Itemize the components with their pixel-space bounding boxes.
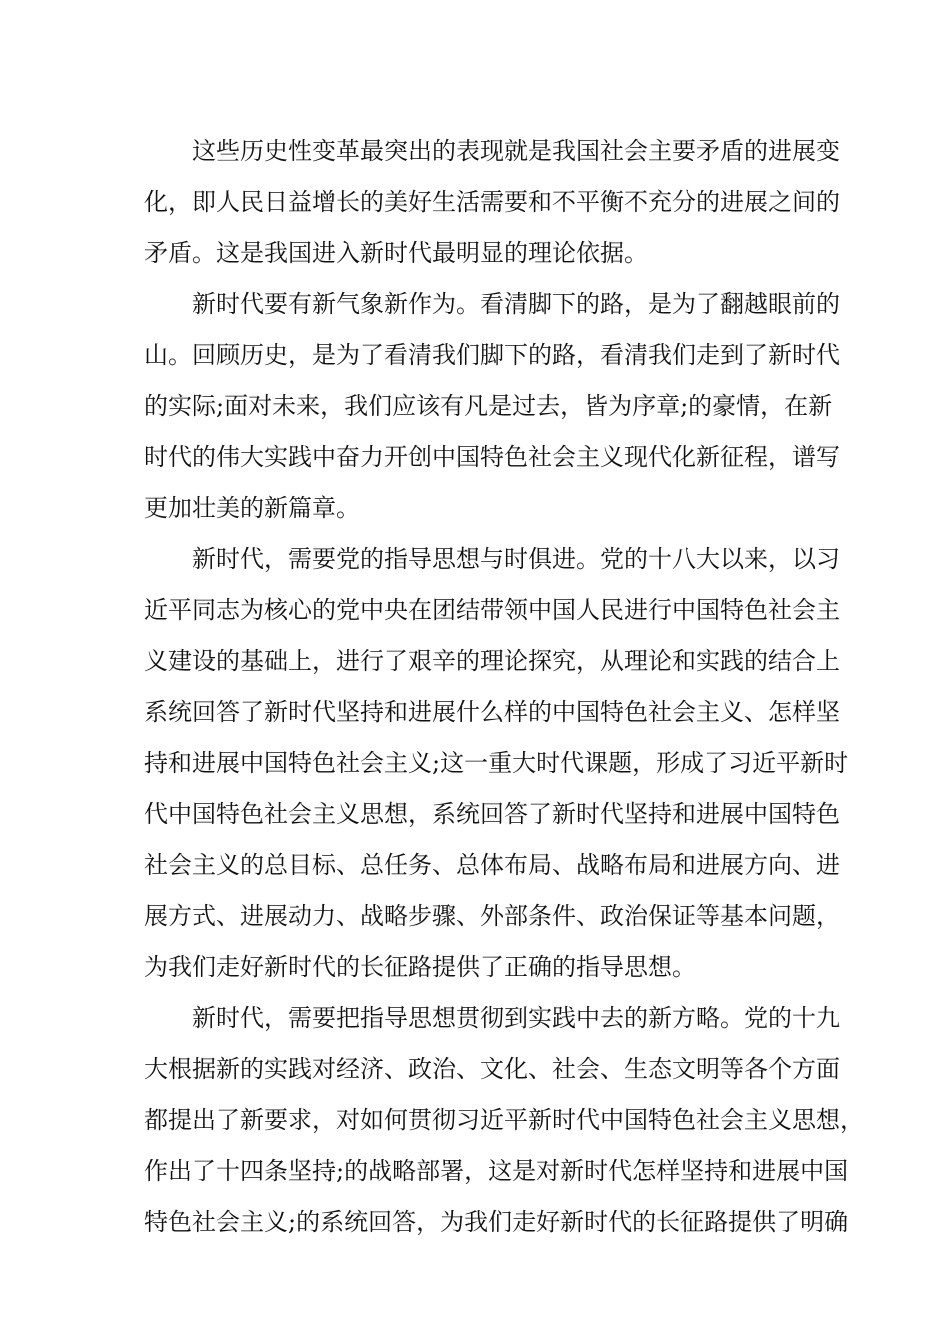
paragraph-line: 为我们走好新时代的长征路提供了正确的指导思想。 (144, 953, 696, 981)
paragraph-line: 新时代，需要把指导思想贯彻到实践中去的新方略。党的十九 (192, 1004, 840, 1032)
paragraph-2 (144, 279, 840, 534)
paragraph-line: 的实际;面对未来，我们应该有凡是过去，皆为序章;的豪情，在新 (144, 392, 833, 420)
paragraph-line: 近平同志为核心的党中央在团结带领中国人民进行中国特色社会主 (144, 596, 840, 624)
paragraph-line: 展方式、进展动力、战略步骤、外部条件、政治保证等基本问题， (144, 902, 840, 930)
paragraph-line: 大根据新的实践对经济、政治、文化、社会、生态文明等各个方面 (144, 1055, 840, 1083)
paragraph-line: 新时代，需要党的指导思想与时俱进。党的十八大以来，以习 (192, 545, 840, 573)
paragraph-line: 义建设的基础上，进行了艰辛的理论探究，从理论和实践的结合上 (144, 647, 840, 675)
paragraph-line: 新时代要有新气象新作为。看清脚下的路，是为了翻越眼前的 (192, 290, 840, 318)
paragraph-line: 化，即人民日益增长的美好生活需要和不平衡不充分的进展之间的 (144, 188, 840, 216)
paragraph-line: 作出了十四条坚持;的战略部署，这是对新时代怎样坚持和进展中国 (144, 1157, 849, 1185)
paragraph-line: 更加壮美的新篇章。 (144, 494, 360, 522)
paragraph-line: 社会主义的总目标、总任务、总体布局、战略布局和进展方向、进 (144, 851, 840, 879)
document-body (144, 126, 864, 1248)
paragraph-1 (144, 126, 840, 279)
paragraph-line: 系统回答了新时代坚持和进展什么样的中国特色社会主义、怎样坚 (144, 698, 840, 726)
paragraph-line: 山。回顾历史，是为了看清我们脚下的路，看清我们走到了新时代 (144, 341, 840, 369)
paragraph-line: 特色社会主义;的系统回答，为我们走好新时代的长征路提供了明确 (144, 1208, 849, 1236)
paragraph-line: 矛盾。这是我国进入新时代最明显的理论依据。 (144, 239, 648, 267)
paragraph-3 (144, 534, 849, 993)
paragraph-line: 代中国特色社会主义思想，系统回答了新时代坚持和进展中国特色 (144, 800, 840, 828)
paragraph-line: 时代的伟大实践中奋力开创中国特色社会主义现代化新征程，谱写 (144, 443, 840, 471)
paragraph-4 (144, 993, 864, 1248)
paragraph-line: 这些历史性变革最突出的表现就是我国社会主要矛盾的进展变 (192, 137, 840, 165)
paragraph-line: 都提出了新要求，对如何贯彻习近平新时代中国特色社会主义思想， (144, 1106, 864, 1134)
paragraph-line: 持和进展中国特色社会主义;这一重大时代课题，形成了习近平新时 (144, 749, 849, 777)
